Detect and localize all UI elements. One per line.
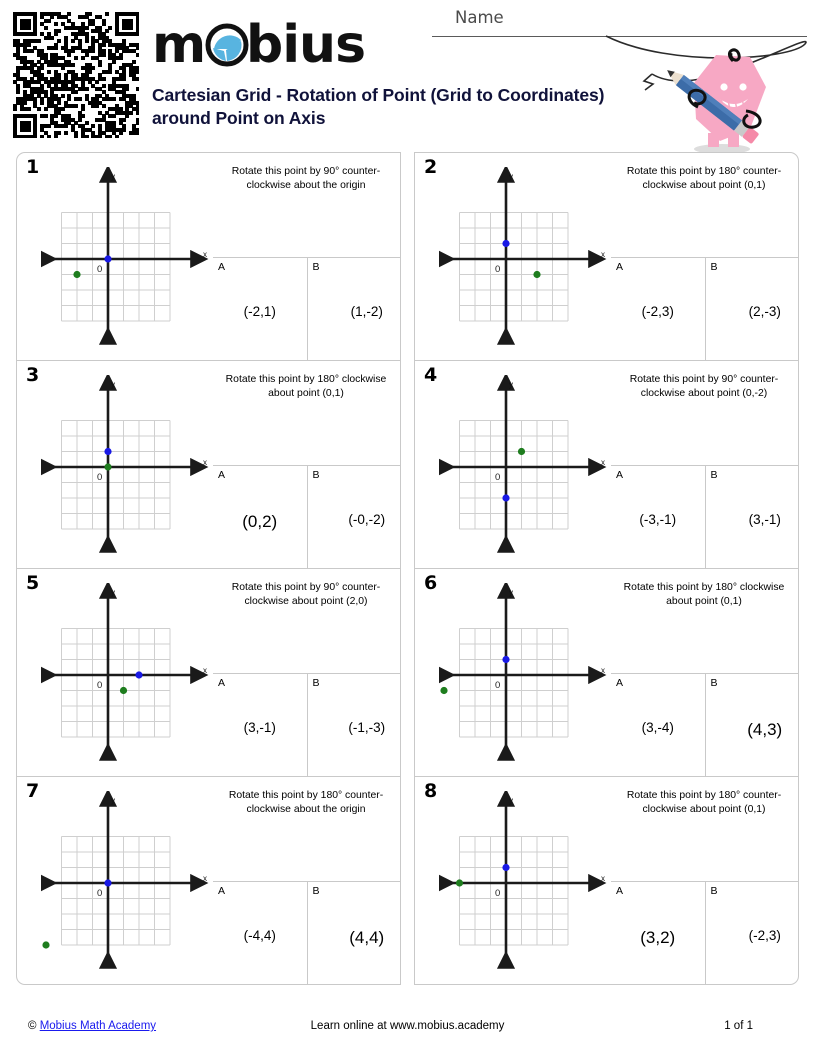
qr-code-icon	[13, 12, 139, 138]
answer-options	[611, 673, 798, 776]
answer-options	[213, 257, 400, 360]
answer-options	[213, 881, 400, 984]
problem-card-8	[414, 776, 799, 985]
y-axis-label: y	[509, 380, 513, 389]
problem-prompt: Rotate this point by 90° counter-clockwise about point (2,0)	[231, 582, 381, 607]
answer-choice-A[interactable]	[213, 258, 307, 360]
answer-choice-B[interactable]	[307, 674, 401, 776]
problem-prompt: Rotate this point by 90° counter-clockwise about the origin	[231, 166, 381, 191]
footer-page-number: 1 of 1	[724, 1020, 753, 1032]
cartesian-plot	[439, 375, 614, 555]
answer-value-B: (4,3)	[747, 720, 783, 739]
origin-label: 0	[97, 264, 103, 275]
answer-choice-A[interactable]	[611, 674, 705, 776]
answer-choice-A[interactable]	[213, 882, 307, 984]
grid-lines	[62, 837, 171, 946]
problem-number: 7	[26, 780, 40, 802]
x-axis-label: x	[601, 458, 605, 467]
answer-choice-B[interactable]	[705, 466, 799, 568]
answer-label-A: A	[616, 469, 624, 481]
problem-number: 1	[26, 156, 40, 178]
answer-value-A: (-3,-1)	[639, 512, 677, 527]
answer-choice-B[interactable]	[307, 882, 401, 984]
answer-value-B: (-0,-2)	[348, 512, 386, 527]
problem-number: 8	[424, 780, 438, 802]
y-axis-label: y	[111, 380, 115, 389]
cartesian-plot	[439, 167, 614, 347]
answer-value-A: (0,2)	[242, 512, 278, 531]
plotted-point	[518, 448, 525, 455]
grid-lines	[460, 421, 569, 530]
plotted-point	[42, 941, 49, 948]
answer-label-B: B	[710, 677, 718, 689]
problem-prompt: Rotate this point by 90° counter-clockwise about point (0,-2)	[629, 374, 779, 399]
center-of-rotation-point	[502, 656, 509, 663]
problem-card-5	[16, 568, 401, 777]
grid-lines	[460, 213, 569, 322]
problem-card-6	[414, 568, 799, 777]
answer-label-A: A	[218, 677, 226, 689]
x-axis-label: x	[601, 666, 605, 675]
x-axis-label: x	[203, 458, 207, 467]
answer-value-B: (1,-2)	[350, 304, 383, 319]
answer-options	[611, 257, 798, 360]
cartesian-plot	[439, 791, 614, 971]
svg-text:bius: bius	[246, 18, 366, 75]
center-of-rotation-point	[104, 448, 111, 455]
page-title: Cartesian Grid - Rotation of Point (Grid to Coordinates) around Point on Axis	[152, 85, 605, 129]
answer-options	[611, 881, 798, 984]
copyright-symbol: ©	[28, 1020, 37, 1032]
answer-label-B: B	[312, 469, 320, 481]
answer-label-A: A	[616, 261, 624, 273]
center-of-rotation-point	[502, 494, 509, 501]
problem-number: 6	[424, 572, 438, 594]
problem-card-3	[16, 360, 401, 569]
origin-label: 0	[495, 680, 501, 691]
plotted-point	[533, 271, 540, 278]
svg-text:m: m	[152, 18, 206, 75]
y-axis-label: y	[509, 588, 513, 597]
x-axis-label: x	[203, 666, 207, 675]
grid-lines	[460, 837, 569, 946]
problem-prompt: Rotate this point by 180° counter-clockwise about point (0,1)	[626, 790, 782, 815]
answer-value-B: (3,-1)	[748, 512, 781, 527]
center-of-rotation-point	[502, 864, 509, 871]
x-axis-label: x	[601, 250, 605, 259]
answer-choice-A[interactable]	[611, 466, 705, 568]
answer-label-B: B	[710, 885, 718, 897]
problem-card-4	[414, 360, 799, 569]
answer-value-A: (-4,4)	[243, 928, 276, 943]
y-axis-label: y	[111, 172, 115, 181]
cartesian-plot	[41, 375, 216, 555]
answer-value-A: (3,-4)	[641, 720, 674, 735]
mascot-icon	[650, 45, 790, 155]
answer-label-A: A	[218, 469, 226, 481]
center-of-rotation-point	[104, 255, 111, 262]
answer-choice-A[interactable]	[611, 882, 705, 984]
answer-value-A: (3,-1)	[243, 720, 276, 735]
origin-label: 0	[495, 472, 501, 483]
problem-prompt: Rotate this point by 180° counter-clockwise about the origin	[228, 790, 384, 815]
x-axis-label: x	[601, 874, 605, 883]
plotted-point	[456, 879, 463, 886]
answer-choice-A[interactable]	[213, 466, 307, 568]
answer-label-B: B	[710, 261, 718, 273]
y-axis-label: y	[509, 796, 513, 805]
y-axis-label: y	[509, 172, 513, 181]
plotted-point	[73, 271, 80, 278]
answer-label-A: A	[218, 885, 226, 897]
answer-choice-A[interactable]	[611, 258, 705, 360]
mobius-math-academy-link[interactable]: Mobius Math Academy	[39, 1020, 157, 1032]
answer-label-B: B	[312, 677, 320, 689]
grid-lines	[460, 629, 569, 738]
y-axis-label: y	[111, 588, 115, 597]
plotted-point	[104, 463, 111, 470]
problem-grid	[16, 152, 799, 985]
answer-label-B: B	[710, 469, 718, 481]
center-of-rotation-point	[104, 879, 111, 886]
x-axis-label: x	[203, 874, 207, 883]
cartesian-plot	[41, 583, 216, 763]
answer-options	[213, 673, 400, 776]
answer-choice-B[interactable]	[705, 882, 799, 984]
cartesian-plot	[439, 583, 614, 763]
answer-label-A: A	[616, 677, 624, 689]
page-header	[0, 0, 815, 150]
footer-learn-online: Learn online at www.mobius.academy	[310, 1020, 505, 1032]
origin-label: 0	[495, 264, 501, 275]
problem-card-1	[16, 152, 401, 361]
problem-number: 4	[424, 364, 438, 386]
grid-lines	[62, 213, 171, 322]
name-label: Name	[455, 8, 504, 27]
cartesian-plot	[41, 791, 216, 971]
problem-number: 3	[26, 364, 40, 386]
problem-card-2	[414, 152, 799, 361]
problem-prompt: Rotate this point by 180° clockwise about point (0,1)	[225, 374, 387, 399]
center-of-rotation-point	[135, 671, 142, 678]
answer-value-B: (-1,-3)	[348, 720, 386, 735]
y-axis-label: y	[111, 796, 115, 805]
grid-lines	[62, 421, 171, 530]
answer-value-B: (4,4)	[349, 928, 385, 947]
origin-label: 0	[97, 680, 103, 691]
problem-prompt: Rotate this point by 180° clockwise about point (0,1)	[623, 582, 785, 607]
plotted-point	[440, 687, 447, 694]
answer-choice-A[interactable]	[213, 674, 307, 776]
answer-choice-B[interactable]	[705, 258, 799, 360]
origin-label: 0	[97, 888, 103, 899]
grid-lines	[62, 629, 171, 738]
mobius-logo	[152, 18, 482, 76]
answer-choice-B[interactable]	[705, 674, 799, 776]
answer-label-A: A	[218, 261, 226, 273]
answer-options	[611, 465, 798, 568]
problem-number: 2	[424, 156, 438, 178]
answer-value-B: (2,-3)	[748, 304, 781, 319]
x-axis-label: x	[203, 250, 207, 259]
problem-card-7	[16, 776, 401, 985]
center-of-rotation-point	[502, 240, 509, 247]
answer-label-A: A	[616, 885, 624, 897]
answer-value-A: (3,2)	[640, 928, 676, 947]
answer-label-B: B	[312, 885, 320, 897]
answer-value-A: (-2,3)	[641, 304, 674, 319]
origin-label: 0	[97, 472, 103, 483]
answer-label-B: B	[312, 261, 320, 273]
problem-number: 5	[26, 572, 40, 594]
problem-prompt: Rotate this point by 180° counter-clockwise about point (0,1)	[626, 166, 782, 191]
answer-choice-B[interactable]	[307, 466, 401, 568]
plotted-point	[120, 687, 127, 694]
answer-options	[213, 465, 400, 568]
answer-value-A: (-2,1)	[243, 304, 276, 319]
answer-choice-B[interactable]	[307, 258, 401, 360]
answer-value-B: (-2,3)	[748, 928, 781, 943]
cartesian-plot	[41, 167, 216, 347]
origin-label: 0	[495, 888, 501, 899]
